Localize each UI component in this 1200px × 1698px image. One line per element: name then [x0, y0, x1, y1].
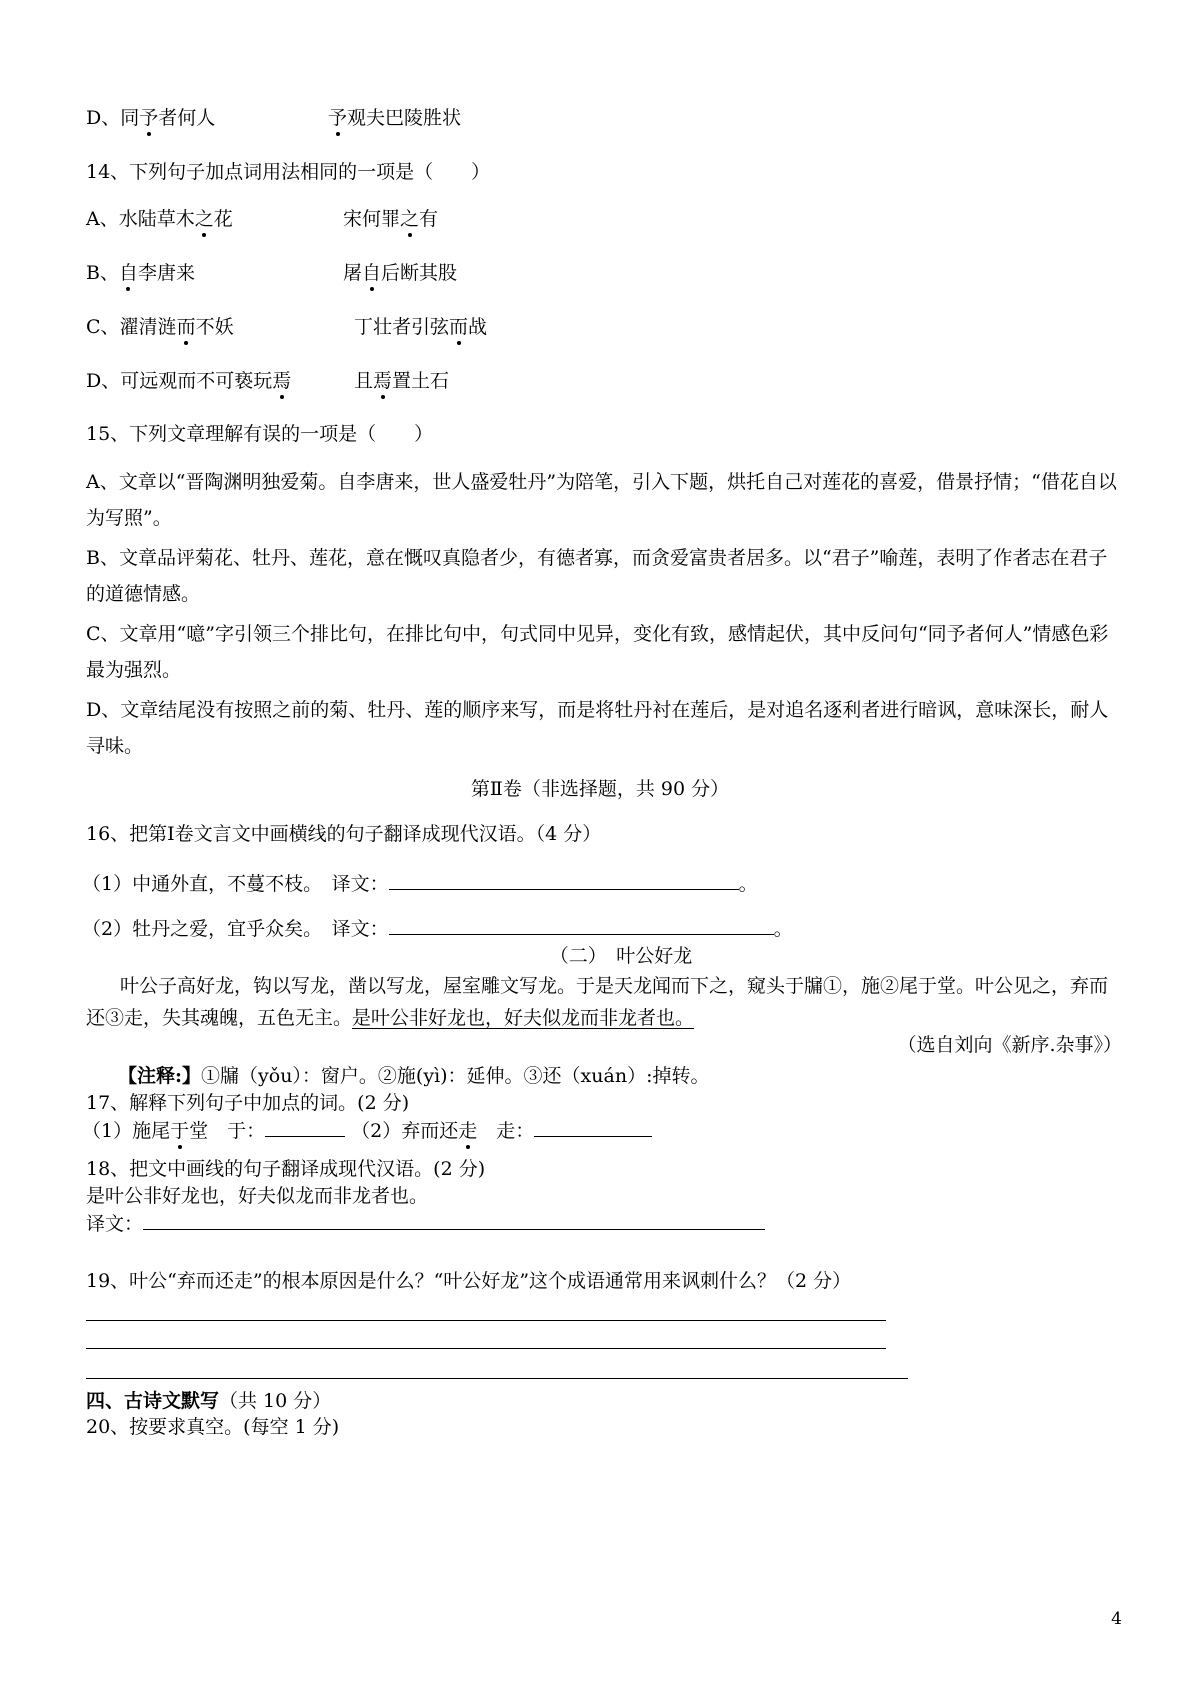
- section-score: （共 10 分）: [219, 1390, 332, 1412]
- text: 丁壮者引弦: [354, 316, 450, 338]
- section-title: 四、古诗文默写: [86, 1390, 220, 1412]
- text: 濯清涟: [119, 316, 177, 338]
- text: 李唐来: [137, 262, 195, 284]
- note-text: ①牖（yǒu）：窗户。②施(yì)：延伸。③还（xuán）:掉转。: [201, 1065, 710, 1087]
- dotted-word: 之: [400, 208, 420, 230]
- answer-blank[interactable]: [534, 1118, 652, 1137]
- passage-text: [86, 970, 1120, 1034]
- q15-stem: 15、下列文章理解有误的一项是（ ）: [86, 423, 434, 445]
- passage-body: 叶公子高好龙，钩以写龙，凿以写龙，屋室雕文写龙。于是天龙闻而下之，窥头于牖①，施②尾于堂。叶公见之，弃而还③走，失其魂魄，五色无主。: [86, 975, 1109, 1029]
- option-right: [343, 207, 438, 231]
- option-right: [354, 369, 449, 393]
- section4-title: [86, 1389, 1120, 1413]
- text: （1）施尾: [82, 1120, 171, 1142]
- dotted-word: 之: [194, 208, 214, 230]
- text: 不妖: [195, 316, 234, 338]
- q14-option-c: [86, 315, 1120, 339]
- q15-option-d: D、文章结尾没有按照之前的菊、牡丹、莲的顺序来写，而是将牡丹衬在莲后，是对追名逐利者进行暗讽，意味深长，耐人寻味。: [86, 699, 1109, 757]
- answer-blank[interactable]: [389, 916, 774, 935]
- dotted-word: 予: [328, 107, 348, 129]
- option-label: A、: [86, 208, 119, 230]
- option-label: C、: [86, 316, 120, 338]
- answer-blank[interactable]: [265, 1118, 345, 1137]
- passage-notes: [118, 1064, 1120, 1088]
- q15-option-a: A、文章以“晋陶渊明独爱菊。自李唐来，世人盛爱牡丹”为陪笔，引入下题，烘托自己对莲花的喜爱，借景抒情；“借花自以为写照”。: [86, 471, 1117, 529]
- text: 置土石: [392, 370, 450, 392]
- q17-stem: 17、解释下列句子中加点的词。(2 分): [86, 1092, 410, 1114]
- option-label: B、: [86, 262, 119, 284]
- q16-item-2: [82, 916, 1120, 941]
- text: 且: [354, 370, 374, 392]
- q16-prompt: （2）牡丹之爱，宜乎众矣。 译文：: [82, 918, 389, 940]
- answer-blank[interactable]: [389, 871, 739, 890]
- q15-option-c: C、文章用“噫”字引领三个排比句，在排比句中，句式同中见异，变化有致，感情起伏，其中反问句“同予者何人”情感色彩最为强烈。: [86, 623, 1109, 681]
- text: 花: [213, 208, 233, 230]
- dotted-word: 予: [139, 107, 159, 129]
- passage-title: （二） 叶公好龙: [549, 945, 693, 967]
- text: 观夫巴陵胜状: [347, 107, 462, 129]
- text: 战: [468, 316, 488, 338]
- passage-source: （选自刘向《新序.杂事》）: [897, 1034, 1122, 1056]
- answer-line[interactable]: [86, 1378, 908, 1379]
- q20-stem: 20、按要求真空。(每空 1 分): [86, 1416, 340, 1438]
- q14-stem: 14、下列句子加点词用法相同的一项是（ ）: [86, 161, 491, 183]
- text: 宋何罪: [343, 208, 401, 230]
- dotted-word: 自: [362, 262, 382, 284]
- q14-option-d: [86, 369, 1120, 393]
- option-right: [328, 106, 461, 130]
- q16-prompt: （1）中通外直，不蔓不枝。 译文：: [82, 873, 389, 895]
- dotted-word: 于: [170, 1120, 190, 1142]
- answer-line[interactable]: [86, 1320, 886, 1321]
- q14-option-a: [86, 207, 1120, 231]
- text: 。: [773, 918, 793, 940]
- text: 后断其股: [381, 262, 458, 284]
- q18-stem: 18、把文中画线的句子翻译成现代汉语。(2 分): [86, 1158, 486, 1180]
- option-right: [343, 261, 457, 285]
- option-right: [354, 315, 487, 339]
- text: 堂 于：: [189, 1120, 266, 1142]
- part2-title: 第Ⅱ卷（非选择题，共 90 分）: [470, 778, 730, 800]
- page-number: 4: [1111, 1609, 1122, 1629]
- q18-sentence: 是叶公非好龙也，好夫似龙而非龙者也。: [86, 1185, 429, 1207]
- q17-items: [82, 1118, 1120, 1143]
- answer-line[interactable]: [86, 1348, 886, 1349]
- text: 水陆草木: [118, 208, 195, 230]
- text: 走：: [477, 1120, 535, 1142]
- dotted-word: 焉: [373, 370, 393, 392]
- text: 可远观而不可亵玩: [120, 370, 273, 392]
- option-label: D、: [86, 370, 121, 392]
- text: 屠: [343, 262, 363, 284]
- answer-blank[interactable]: [143, 1211, 765, 1230]
- text: （2）弃而还: [351, 1120, 459, 1142]
- q13-option-d: [86, 106, 1120, 130]
- text: 有: [419, 208, 439, 230]
- answer-label: 译文：: [86, 1213, 144, 1235]
- q14-option-b: [86, 261, 1120, 285]
- q19-stem: 19、叶公“弃而还走”的根本原因是什么？“叶公好龙”这个成语通常用来讽刺什么？（2 分）: [86, 1270, 852, 1292]
- q18-answer: [86, 1211, 1120, 1236]
- dotted-word: 自: [118, 262, 138, 284]
- dotted-word: 走: [458, 1120, 478, 1142]
- q16-item-1: [82, 871, 1120, 896]
- dotted-word: 焉: [272, 370, 292, 392]
- dotted-word: 而: [176, 316, 196, 338]
- dotted-word: 而: [449, 316, 469, 338]
- q16-stem: 16、把第Ⅰ卷文言文中画横线的句子翻译成现代汉语。（4 分）: [86, 823, 602, 845]
- underlined-sentence: 是叶公非好龙也，好夫似龙而非龙者也。: [352, 1007, 695, 1029]
- text: 同: [120, 107, 140, 129]
- text: 者何人: [158, 107, 216, 129]
- note-tag: 【注释:】: [118, 1065, 202, 1087]
- text: 。: [738, 873, 758, 895]
- q15-option-b: B、文章品评菊花、牡丹、莲花，意在慨叹真隐者少，有德者寡，而贪爱富贵者居多。以“君子”喻莲，表明了作者志在君子的道德情感。: [86, 547, 1108, 605]
- option-label: D、: [86, 107, 121, 129]
